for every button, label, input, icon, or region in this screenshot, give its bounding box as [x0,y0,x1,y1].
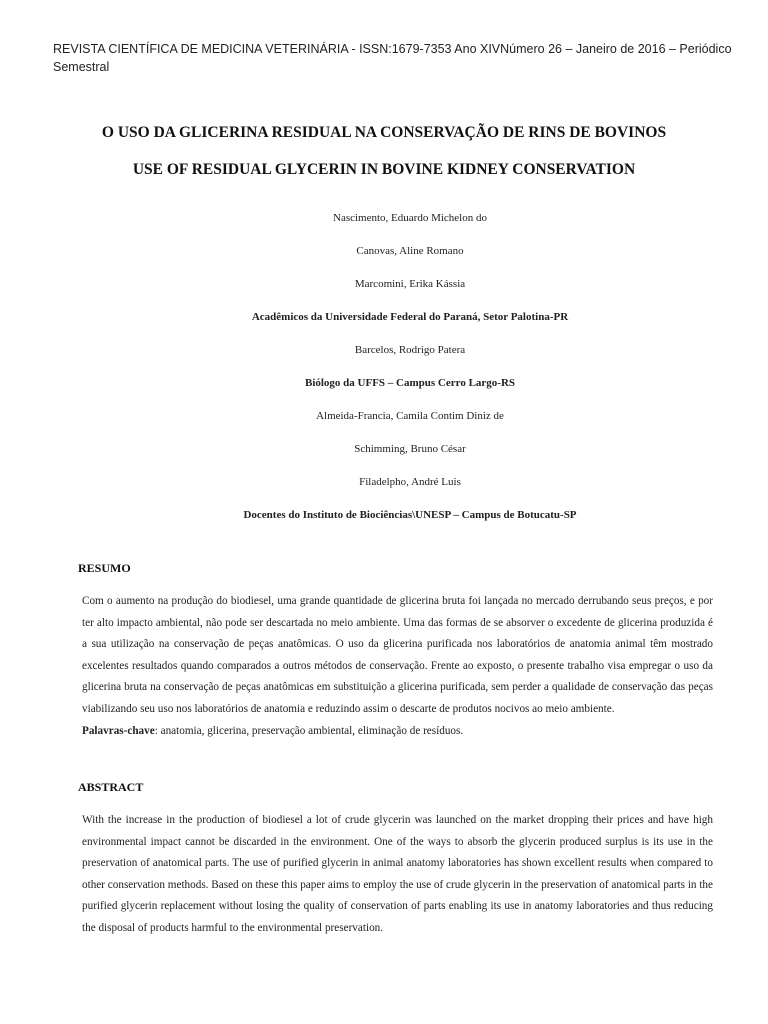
keywords-text: : anatomia, glicerina, preservação ambiental, eliminação de resíduos. [154,724,464,737]
title-english: USE OF RESIDUAL GLYCERIN IN BOVINE KIDNEY CONSERVATION [132,161,636,178]
author-name: Nascimento, Eduardo Michelon do [333,212,487,224]
resumo-heading: RESUMO [78,561,131,575]
resumo-section [82,591,713,742]
author-affiliation: Acadêmicos da Universidade Federal do Paraná, Setor Palotina-PR [251,311,569,323]
keywords-label: Palavras-chave [82,724,155,737]
author-name: Schimming, Bruno César [354,443,466,455]
author-block [60,210,760,540]
author-name: Canovas, Aline Romano [356,245,464,257]
author-affiliation: Docentes do Instituto de Biociências\UNESP – Campus de Botucatu-SP [243,509,577,521]
abstract-body: With the increase in the production of biodiesel a lot of crude glycerin was launched on the market dropping their prices and have high environmental impact cannot be discarded in the environment. One of the ways to absorb the glycerin produced surplus is its use in the preservation of anatomical parts. The use of purified glycerin in animal anatomy laboratories has shown excellent results when compared to other conservation methods. Based on these this paper aims to employ the use of crude glycerin in the preservation of anatomical parts in the purified glycerin replacement without losing the quality of conservation of parts enabling its use in anatomy laboratories and thus reducing the disposal of products harmful to the environmental preservation. [82,814,713,934]
journal-header: REVISTA CIENTÍFICA DE MEDICINA VETERINÁRIA - ISSN:1679-7353 Ano XIVNúmero 26 – Janeiro de 2016 – Periódico Semestral [53,42,732,74]
author-name: Almeida-Francia, Camila Contim Diniz de [316,410,504,422]
author-name: Marcomini, Erika Kássia [354,278,466,290]
resumo-body: Com o aumento na produção do biodiesel, uma grande quantidade de glicerina bruta foi lançada no mercado derrubando seus preços, e por ter alto impacto ambiental, não pode ser descartada no meio ambiente. Uma das formas de se absorver o excedente de glicerina produzida é a sua utilização na conservação de peças anatômicas. O uso da glicerina purificada nos laboratórios de anatomia animal têm mostrado excelentes resultados quando comparados a outros métodos de conservação. Frente ao exposto, o presente trabalho visa empregar o uso da glicerina bruta na conservação de peças anatômicas em substituição a glicerina purificada, sem perder a qualidade de conservação das peças viabilizando seu uso nos laboratórios de anatomia e reduzindo assim o descarte de produtos nocivos ao meio ambiente. [82,595,713,715]
author-name: Filadelpho, André Luis [359,476,461,488]
keywords-line [82,721,713,743]
title-portuguese: O USO DA GLICERINA RESIDUAL NA CONSERVAÇÃO DE RINS DE BOVINOS [101,124,667,141]
author-affiliation: Biólogo da UFFS – Campus Cerro Largo-RS [304,377,516,389]
abstract-heading: ABSTRACT [78,780,144,794]
author-name: Barcelos, Rodrigo Patera [354,344,466,356]
